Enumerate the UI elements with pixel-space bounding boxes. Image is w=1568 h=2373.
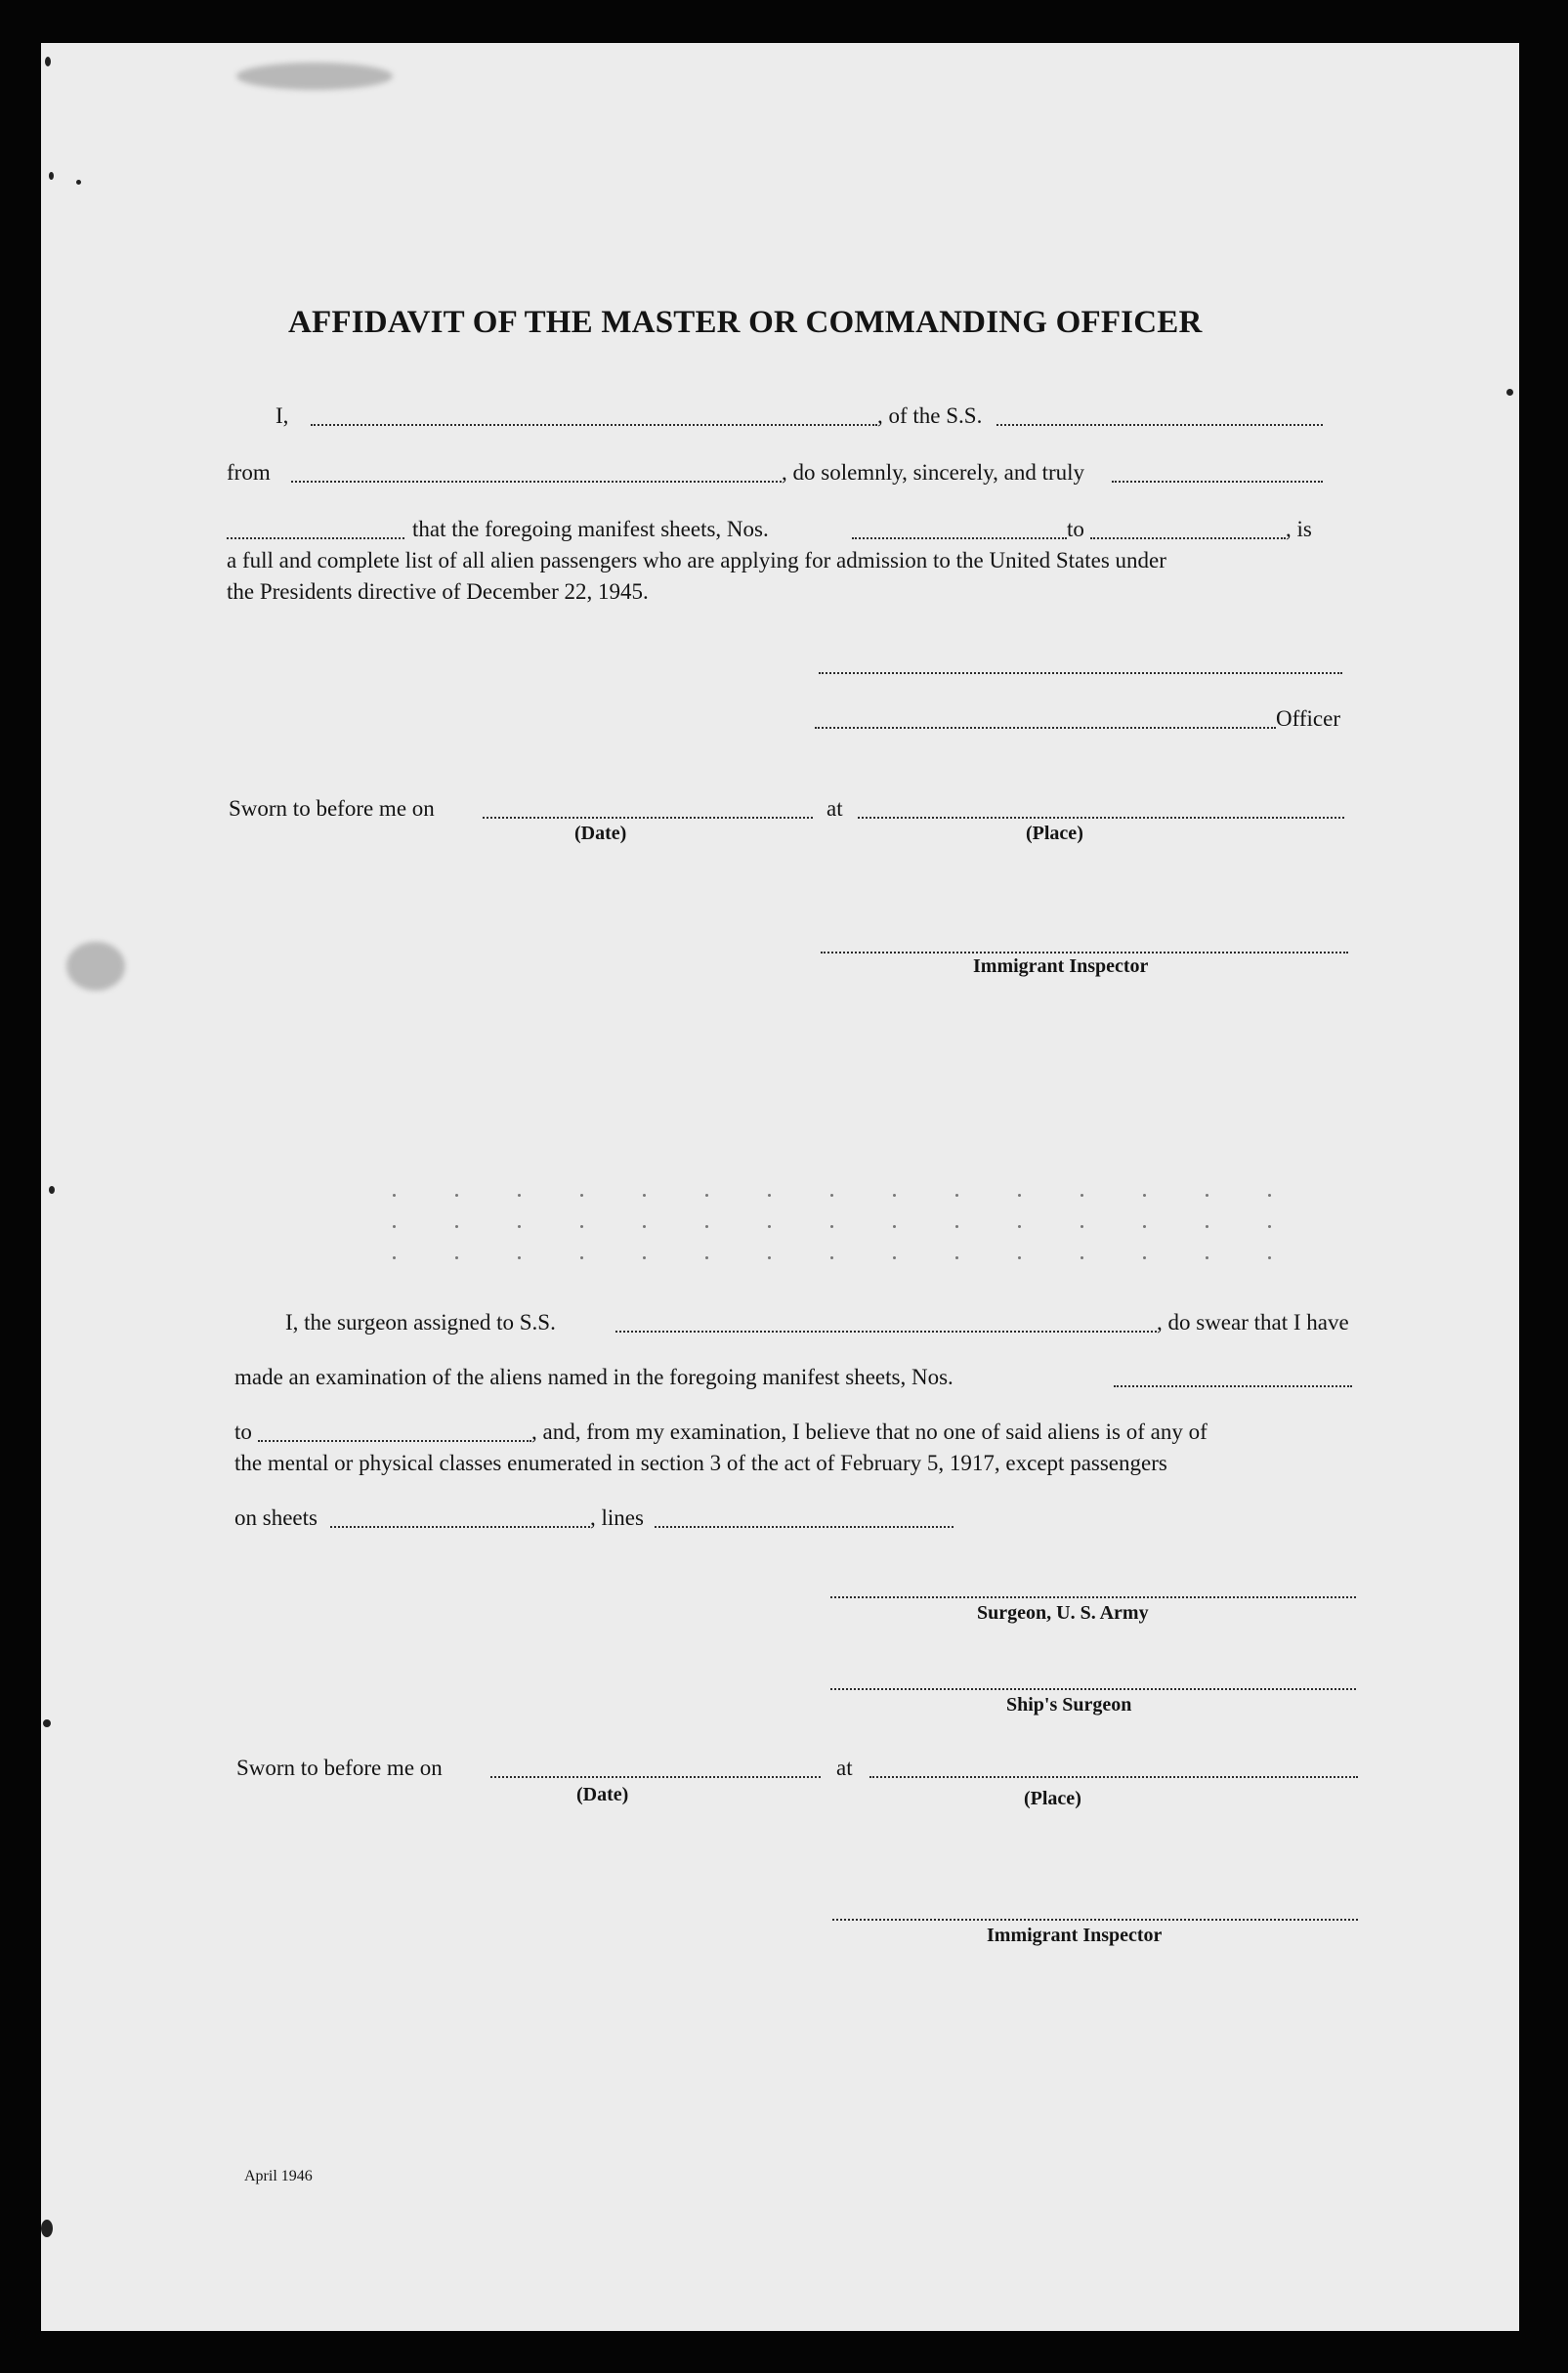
surgeon-sheets: on sheets <box>234 1505 318 1530</box>
scan-speck <box>49 1186 55 1194</box>
affidavit-page <box>41 43 1519 2331</box>
scan-speck <box>1506 389 1513 396</box>
surgeon-inspector-signature[interactable] <box>832 1919 1358 1921</box>
surgeon-sheets-field[interactable] <box>330 1526 590 1528</box>
ships-surgeon-label: Ship's Surgeon <box>1006 1694 1132 1716</box>
master-at: at <box>826 796 843 821</box>
scan-smudge <box>236 63 393 90</box>
surgeon-sworn-date-field[interactable] <box>490 1776 821 1778</box>
master-nos-from-field[interactable] <box>852 537 1067 539</box>
surgeon-ship-field[interactable] <box>615 1331 1157 1333</box>
master-place-caption: (Place) <box>1026 823 1083 844</box>
master-is: , is <box>1286 517 1312 541</box>
surgeon-line-1b: , do swear that I have <box>1157 1310 1349 1335</box>
surgeon-line-2: made an examination of the aliens named in the foregoing manifest sheets, Nos. <box>234 1365 954 1389</box>
ships-surgeon-signature[interactable] <box>830 1688 1356 1690</box>
master-name-field[interactable] <box>311 424 877 426</box>
surgeon-place-caption: (Place) <box>1024 1788 1081 1809</box>
master-that: that the foregoing manifest sheets, Nos. <box>412 517 769 541</box>
surgeon-line-4: the mental or physical classes enumerated in section 3 of the act of February 5, 1917, except passengers <box>234 1451 1167 1475</box>
master-ship-field[interactable] <box>996 424 1323 426</box>
surgeon-at: at <box>836 1756 853 1780</box>
surgeon-nos-to-field[interactable] <box>258 1440 531 1442</box>
form-date: April 1946 <box>244 2168 313 2184</box>
master-i: I, <box>275 403 289 428</box>
scan-smudge <box>66 942 125 991</box>
scan-speck <box>45 57 51 66</box>
officer-signature-line-2[interactable] <box>815 727 1276 729</box>
surgeon-sworn-place-field[interactable] <box>869 1776 1358 1778</box>
army-surgeon-label: Surgeon, U. S. Army <box>977 1602 1149 1624</box>
scan-speck <box>76 180 81 185</box>
surgeon-inspector-label: Immigrant Inspector <box>987 1925 1163 1946</box>
master-of-ss: , of the S.S. <box>877 403 983 428</box>
master-nos-to-field[interactable] <box>1090 537 1286 539</box>
scan-speck <box>49 172 54 180</box>
surgeon-line-1a: I, the surgeon assigned to S.S. <box>285 1310 556 1335</box>
master-solemnly: , do solemnly, sincerely, and truly <box>782 460 1085 485</box>
surgeon-lines-field[interactable] <box>655 1526 954 1528</box>
officer-label: Officer <box>1276 706 1340 731</box>
master-line-4: a full and complete list of all alien passengers who are applying for admission to the United States under <box>227 548 1166 572</box>
surgeon-date-caption: (Date) <box>576 1784 629 1805</box>
master-inspector-signature[interactable] <box>821 952 1348 953</box>
master-from: from <box>227 460 271 485</box>
officer-signature-line-1[interactable] <box>819 672 1342 674</box>
scan-speck <box>41 2220 53 2237</box>
surgeon-line-3a: to <box>234 1420 252 1444</box>
scan-speck <box>43 1719 51 1727</box>
master-line-5: the Presidents directive of December 22, 1945. <box>227 579 649 604</box>
master-date-caption: (Date) <box>574 823 627 844</box>
surgeon-line-3b: , and, from my examination, I believe that no one of said aliens is of any of <box>531 1420 1208 1444</box>
master-sworn-date-field[interactable] <box>483 817 813 819</box>
master-to: to <box>1067 517 1084 541</box>
page-title: AFFIDAVIT OF THE MASTER OR COMMANDING OFFICER <box>288 305 1203 340</box>
master-sworn: Sworn to before me on <box>229 796 435 821</box>
army-surgeon-signature[interactable] <box>830 1596 1356 1598</box>
surgeon-sworn: Sworn to before me on <box>236 1756 443 1780</box>
master-inspector-label: Immigrant Inspector <box>973 955 1149 977</box>
master-from-field[interactable] <box>291 481 782 483</box>
surgeon-lines: , lines <box>590 1505 644 1530</box>
master-oath-field-2[interactable] <box>227 537 404 539</box>
master-sworn-place-field[interactable] <box>858 817 1344 819</box>
surgeon-nos-from-field[interactable] <box>1114 1385 1352 1387</box>
master-oath-field[interactable] <box>1112 481 1323 483</box>
